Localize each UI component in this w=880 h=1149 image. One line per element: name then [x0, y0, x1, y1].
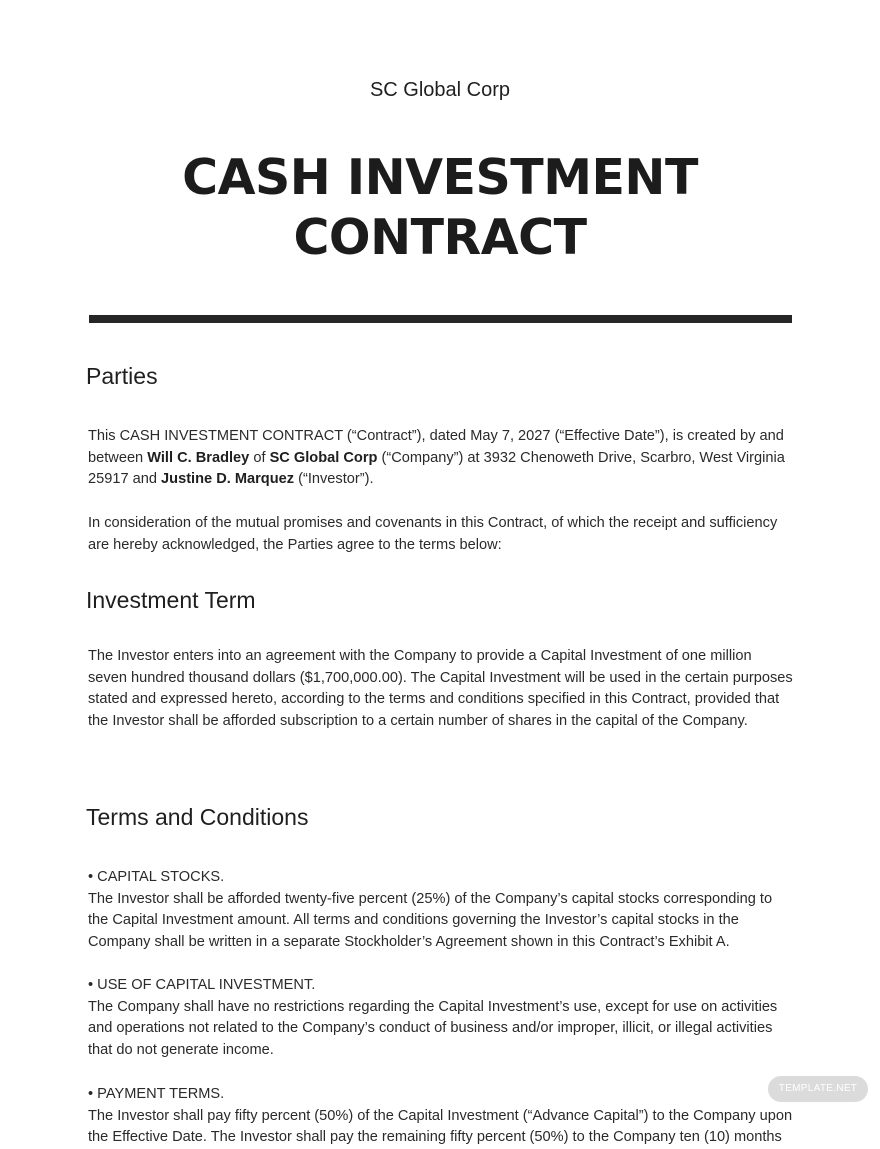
- template-watermark: TEMPLATE.NET: [768, 1076, 868, 1102]
- title-line-1: CASH INVESTMENT: [182, 149, 698, 206]
- parties-paragraph-2: In consideration of the mutual promises and covenants in this Contract, of which the receipt and sufficiency are hereby acknowledged, the Parties agree to the terms below:: [88, 515, 778, 553]
- parties-text-a: This CASH INVESTMENT CONTRACT (“Contract”), dated May 7, 2027 (“Effective Date”), is created by and between: [88, 428, 784, 466]
- term-item-text: The Investor shall be afforded twenty-five percent (25%) of the Company’s capital stocks corresponding to the Capital Investment amount. All terms and conditions governing the Investor’s capital stocks in the Company shall be written in a separate Stockholder’s Agreement shown in this Contract’s Exhibit A.: [88, 890, 773, 951]
- term-item-use-of-capital: [88, 975, 794, 1062]
- party-name-2: Justine D. Marquez: [161, 471, 295, 488]
- section-heading-parties: Parties: [86, 363, 158, 389]
- parties-text-d: (“Investor”).: [294, 471, 374, 488]
- party-name-1: Will C. Bradley: [147, 449, 250, 466]
- title-line-2: CONTRACT: [293, 209, 587, 266]
- section-heading-terms-and-conditions: Terms and Conditions: [86, 804, 309, 830]
- party-company: SC Global Corp: [269, 449, 378, 466]
- parties-paragraph-1: [88, 426, 794, 491]
- term-item-capital-stocks: [88, 867, 794, 954]
- parties-text-c: (“Company”) at 3932 Chenoweth Drive, Scarbro, West Virginia 25917 and: [88, 449, 785, 488]
- term-item-text: The Investor shall pay fifty percent (50%) of the Capital Investment (“Advance Capital”) to the Company upon the Effective Date. The Investor shall pay the remaining fifty percent (50%) to the Company ten (10) months: [88, 1107, 793, 1146]
- term-item-label: • CAPITAL STOCKS.: [88, 869, 225, 885]
- document-title: [0, 148, 880, 268]
- title-divider: [89, 315, 792, 323]
- term-item-text: The Company shall have no restrictions regarding the Capital Investment’s use, except for use on activities and operations not related to the Company’s conduct of business and/or improper, illicit, or illegal activities that do not generate income.: [88, 998, 778, 1059]
- term-item-label: • PAYMENT TERMS.: [88, 1086, 225, 1102]
- investment-term-paragraph: The Investor enters into an agreement with the Company to provide a Capital Investment of one million seven hundred thousand dollars ($1,700,000.00). The Capital Investment will be used in the certain purposes stated and expressed hereto, according to the terms and conditions specified in this Contract, provided that the Investor shall be afforded subscription to a certain number of shares in the capital of the Company.: [88, 648, 793, 730]
- section-heading-investment-term: Investment Term: [86, 587, 256, 613]
- parties-text-b: of: [249, 449, 270, 466]
- term-item-label: • USE OF CAPITAL INVESTMENT.: [88, 977, 316, 993]
- term-item-payment-terms: [88, 1084, 794, 1149]
- company-name: SC Global Corp: [369, 79, 511, 101]
